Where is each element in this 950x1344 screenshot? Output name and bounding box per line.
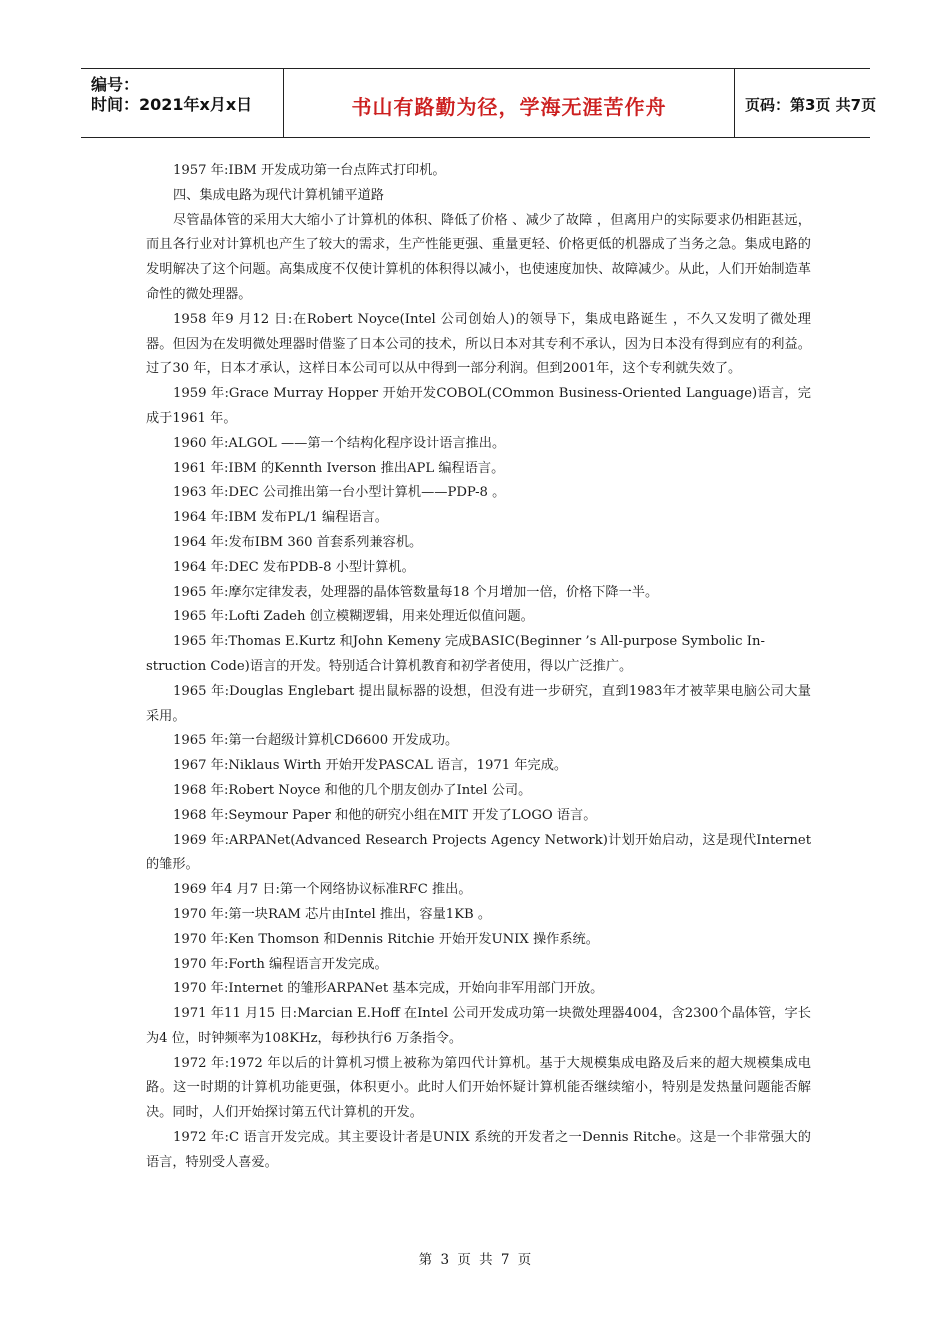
paragraph: 1970 年:第一块RAM 芯片由Intel 推出，容量1KB 。 (173, 906, 492, 922)
paragraph: 1965 年:第一台超级计算机CD6600 开发成功。 (173, 733, 459, 749)
section-heading: 四、集成电路为现代计算机铺平道路 (173, 187, 384, 203)
header-page-info: 页码：第3页 共7页 (745, 96, 877, 114)
document-number-label: 编号： (91, 75, 140, 94)
paragraph: 1958 年9 月12 日:在Robert Noyce(Intel 公司创始人)的领导下，集成电路诞生 ，不久又发明了微处理器。但因为在发明微处理器时借鉴了日本公司的技术，所以日本对其专利不承认，因为日本没有得到应有的利益。过了30 年，日本才承认，这样日本公司可以从中得到一部分利润。但到2001年，这个专利就失效了。 (146, 311, 811, 377)
header-meta-cell (81, 69, 283, 137)
paragraph: 1969 年4 月7 日:第一个网络协议标准RFC 推出。 (173, 882, 472, 898)
paragraph: 1965 年:Douglas Englebart 提出鼠标器的设想，但没有进一步研究，直到1983年才被苹果电脑公司大量采用。 (146, 683, 811, 724)
paragraph: 1965 年:Thomas E.Kurtz 和John Kemeny 完成BASIC(Beginner ’s All-purpose Symbolic In- (173, 634, 765, 650)
paragraph: 1963 年:DEC 公司推出第一台小型计算机——PDP-8 。 (173, 485, 506, 501)
paragraph: 1964 年:发布IBM 360 首套系列兼容机。 (173, 534, 423, 550)
paragraph: 1971 年11 月15 日:Marcian E.Hoff 在Intel 公司开发成功第一块微处理器4004，含2300个晶体管，字长为4 位，时钟频率为108KHz，每秒执行6 万条指令。 (146, 1006, 811, 1046)
header-page-cell (735, 69, 877, 137)
page-header (81, 68, 877, 138)
paragraph: 1970 年:Forth 编程语言开发完成。 (173, 956, 388, 972)
paragraph: 1964 年:DEC 发布PDB-8 小型计算机。 (173, 559, 415, 575)
page-footer: 第 3 页 共 7 页 (418, 1252, 532, 1268)
paragraph: 1964 年:IBM 发布PL/1 编程语言。 (173, 510, 388, 526)
header-motto-cell (283, 69, 735, 137)
paragraph: 1968 年:Seymour Paper 和他的研究小组在MIT 开发了LOGO 语言。 (173, 807, 597, 823)
paragraph: 1970 年:Ken Thomson 和Dennis Ritchie 开始开发UNIX 操作系统。 (173, 931, 599, 947)
document-date-label: 时间：2021年x月x日 (91, 95, 253, 114)
paragraph: 1957 年:IBM 开发成功第一台点阵式打印机。 (173, 163, 446, 178)
paragraph: 1959 年:Grace Murray Hopper 开始开发COBOL(COmmon Business-Oriented Language)语言，完成于1961 年。 (146, 386, 811, 426)
paragraph: 1965 年:Lofti Zadeh 创立模糊逻辑，用来处理近似值问题。 (173, 609, 534, 625)
paragraph-continuation: struction Code)语言的开发。特别适合计算机教育和初学者使用，得以广泛推广。 (146, 658, 633, 674)
paragraph: 1961 年:IBM 的Kennth Iverson 推出APL 编程语言。 (173, 460, 505, 476)
paragraph: 1960 年:ALGOL ——第一个结构化程序设计语言推出。 (173, 435, 506, 451)
paragraph: 1972 年:1972 年以后的计算机习惯上被称为第四代计算机。基于大规模集成电路及后来的超大规模集成电路。这一时期的计算机功能更强，体积更小。此时人们开始怀疑计算机能否继续缩小，特别是发热量问题能否解决。同时，人们开始探讨第五代计算机的开发。 (146, 1055, 811, 1121)
paragraph: 1972 年:C 语言开发完成。其主要设计者是UNIX 系统的开发者之一Dennis Ritche。这是一个非常强大的语言，特别受人喜爱。 (146, 1130, 811, 1170)
document-body (146, 159, 811, 1176)
paragraph: 1968 年:Robert Noyce 和他的几个朋友创办了Intel 公司。 (173, 782, 532, 798)
paragraph: 1969 年:ARPANet(Advanced Research Projects Agency Network)计划开始启动，这是现代Internet 的雏形。 (146, 832, 811, 873)
paragraph: 1965 年:摩尔定律发表，处理器的晶体管数量每18 个月增加一倍，价格下降一半。 (173, 584, 659, 600)
paragraph: 1967 年:Niklaus Wirth 开始开发PASCAL 语言，1971 年完成。 (173, 758, 568, 774)
paragraph: 尽管晶体管的采用大大缩小了计算机的体积、降低了价格 、减少了故障 ，但离用户的实际要求仍相距甚远，而且各行业对计算机也产生了较大的需求，生产性能更强、重量更轻、价格更低的机器成了当务之急。集成电路的发明解决了这个问题。高集成度不仅使计算机的体积得以减小，也使速度加快、故障减少。从此，人们开始制造革命性的微处理器。 (146, 212, 811, 302)
paragraph: 1970 年:Internet 的雏形ARPANet 基本完成，开始向非军用部门开放。 (173, 981, 604, 997)
header-motto: 书山有路勤为径，学海无涯苦作舟 (351, 95, 667, 119)
